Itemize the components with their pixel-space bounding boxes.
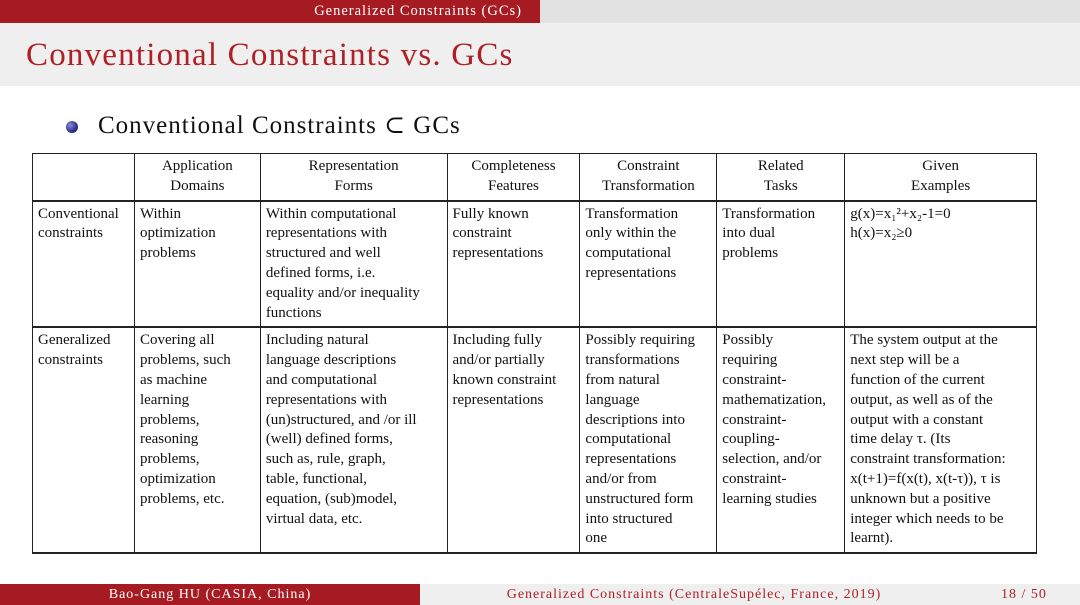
bullet-icon (66, 121, 78, 133)
table-cell: Fully known constraint representations (447, 201, 580, 328)
table-row (33, 327, 1037, 553)
comparison-table (32, 153, 1037, 554)
row-label: Generalized constraints (33, 327, 135, 553)
table-cell: Possibly requiring transformations from natural language descriptions into computational representations and/or from unstructured form into structured one (580, 327, 717, 553)
footer-author: Bao-Gang HU (CASIA, China) (0, 584, 420, 605)
table-cell: Covering all problems, such as machine learning problems, reasoning problems, optimization problems, etc. (134, 327, 260, 553)
section-title: Generalized Constraints (GCs) (0, 0, 540, 23)
page-number: 18 / 50 (968, 584, 1080, 605)
header-cell: Representation Forms (260, 154, 447, 201)
footer (0, 584, 1080, 605)
footer-talk-title: Generalized Constraints (CentraleSupélec, France, 2019) (420, 584, 968, 605)
table-cell: Possibly requiring constraint- mathematization, constraint- coupling- selection, and/or constraint- learning studies (717, 327, 845, 553)
header-cell: Given Examples (845, 154, 1037, 201)
table-header-row (33, 154, 1037, 201)
row-label: Conventional constraints (33, 201, 135, 328)
header-cell: Related Tasks (717, 154, 845, 201)
table-cell: Within computational representations with structured and well defined forms, i.e. equality and/or inequality functions (260, 201, 447, 328)
table-cell: Within optimization problems (134, 201, 260, 328)
table-cell: Transformation only within the computational representations (580, 201, 717, 328)
top-bar (0, 0, 1080, 23)
header-cell: Application Domains (134, 154, 260, 201)
header-cell: Completeness Features (447, 154, 580, 201)
header-cell: Constraint Transformation (580, 154, 717, 201)
header-cell (33, 154, 135, 201)
table-cell: Transformation into dual problems (717, 201, 845, 328)
table-cell: The system output at the next step will be a function of the current output, as well as of the output with a constant time delay τ. (Its constraint transformation: x(t+1)=f(x(t), x(t-τ)), τ is unknown but a positive integer which needs to be learnt). (845, 327, 1037, 553)
table-cell: Including fully and/or partially known constraint representations (447, 327, 580, 553)
table-cell: g(x)=x₁²+x₂-1=0 h(x)=x₂≥0 (845, 201, 1037, 328)
slide-title: Conventional Constraints vs. GCs (26, 37, 514, 73)
table-row (33, 201, 1037, 328)
bullet-text: Conventional Constraints ⊂ GCs (98, 112, 461, 139)
table-cell: Including natural language descriptions and computational representations with (un)structured, and /or ill (well) defined forms, such as, rule, graph, table, functional, equation, (sub)model, virtual data, etc. (260, 327, 447, 553)
title-bar (0, 23, 1080, 86)
